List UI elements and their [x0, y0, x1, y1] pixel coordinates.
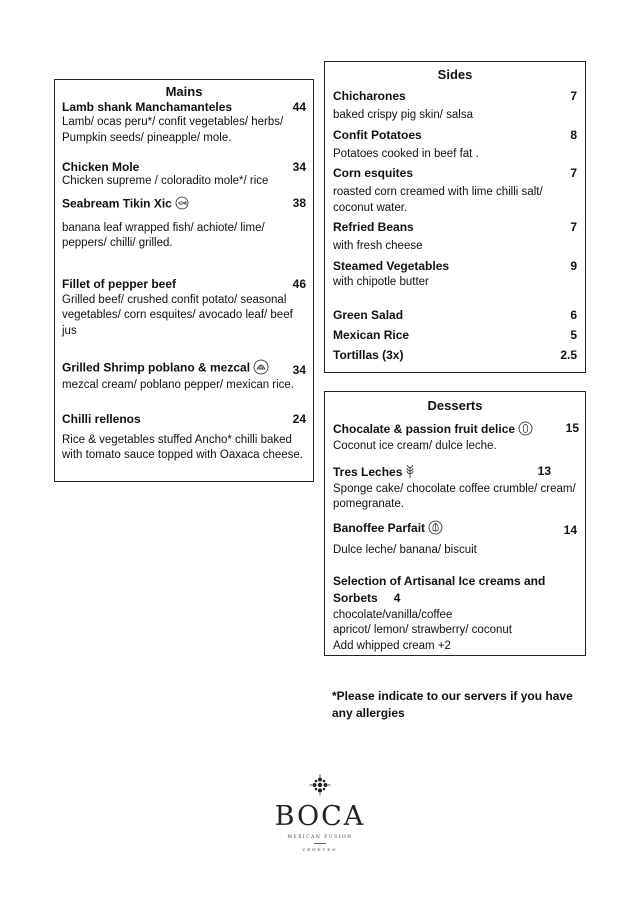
- item-description: chocolate/vanilla/coffee: [333, 608, 453, 621]
- item-description: mezcal cream/ poblano pepper/ mexican rice.: [62, 379, 295, 392]
- logo-location: VENETEN: [302, 847, 338, 852]
- menu-item: [333, 166, 577, 216]
- menu-item: [333, 308, 577, 322]
- menu-item: [333, 520, 577, 559]
- shellfish-icon: [253, 359, 269, 378]
- item-name: Tortillas (3x): [333, 348, 404, 363]
- wheat-icon: [405, 464, 415, 482]
- item-name: Grilled Shrimp poblano & mezcal: [62, 360, 251, 375]
- item-price: 24: [292, 411, 306, 426]
- item-description: Potatoes cooked in beef fat .: [333, 147, 479, 160]
- item-name: Green Salad: [333, 308, 404, 323]
- item-description: with chipotle butter: [333, 275, 429, 288]
- allergy-note: *Please indicate to our servers if you have any allergies: [332, 689, 573, 721]
- peanut-icon: [518, 421, 533, 439]
- item-description: roasted corn creamed with lime chilli salt/ coconut water.: [333, 186, 543, 214]
- item-name: Refried Beans: [333, 220, 414, 235]
- menu-item: [333, 328, 577, 342]
- item-name: Lamb shank Manchamanteles: [62, 100, 233, 114]
- item-description: Add whipped cream +2: [333, 639, 451, 652]
- item-description: Dulce leche/ banana/ biscuit: [333, 543, 477, 556]
- item-price: 38: [292, 195, 306, 210]
- item-description: banana leaf wrapped fish/ achiote/ lime/ peppers/ chilli/ grilled.: [62, 221, 265, 250]
- menu-item: [333, 421, 577, 455]
- item-price: 7: [570, 166, 577, 181]
- nut-icon: [428, 520, 443, 538]
- item-name: Tres Leches: [333, 464, 403, 479]
- item-price: 13: [537, 463, 551, 478]
- menu-item: [333, 220, 577, 255]
- item-price: 8: [570, 127, 577, 142]
- mains-section: [54, 79, 314, 482]
- item-price: 14: [563, 522, 577, 537]
- menu-item: [62, 100, 306, 146]
- item-price: 7: [570, 89, 577, 103]
- menu-item: [62, 359, 306, 394]
- item-price: 44: [292, 100, 306, 114]
- item-description: Chicken supreme / coloradito mole*/ rice: [62, 175, 269, 188]
- item-name: Mexican Rice: [333, 328, 410, 343]
- fish-icon: [175, 196, 189, 213]
- desserts-title: Desserts: [427, 398, 483, 413]
- menu-item: [333, 464, 577, 513]
- item-price: 46: [292, 276, 306, 291]
- menu-item: [333, 573, 577, 654]
- item-price: 34: [292, 160, 306, 175]
- sides-section: [324, 61, 586, 373]
- item-name: Chicken Mole: [62, 160, 140, 175]
- item-name: Banoffee Parfait: [333, 520, 426, 535]
- item-name: Chilli rellenos: [62, 411, 141, 426]
- menu-item: [333, 348, 577, 362]
- item-description: apricot/ lemon/ strawberry/ coconut: [333, 624, 512, 637]
- logo-tagline: MEXICAN FUSION: [287, 835, 353, 840]
- item-price: 4: [393, 591, 401, 606]
- item-price: 6: [570, 308, 577, 323]
- menu-item: [62, 277, 306, 340]
- item-name: Steamed Vegetables: [333, 258, 450, 273]
- item-name: Corn esquites: [333, 166, 414, 181]
- item-description: Coconut ice cream/ dulce leche.: [333, 440, 497, 452]
- menu-item: [333, 259, 577, 291]
- item-price: 7: [570, 220, 577, 235]
- item-name: Chocalate & passion fruit delice: [333, 422, 516, 437]
- mains-title: Mains: [165, 84, 203, 99]
- item-name-text: Selection of Artisanal Ice creams and Sorbets: [333, 574, 546, 606]
- item-description: Sponge cake/ chocolate coffee crumble/ cream/ pomegranate.: [333, 482, 576, 511]
- item-description: Lamb/ ocas peru*/ confit vegetables/ herbs/ Pumpkin seeds/ pineapple/ mole.: [62, 116, 284, 144]
- menu-item: [333, 128, 577, 163]
- item-name: Fillet of pepper beef: [62, 276, 177, 291]
- item-price: 34: [292, 363, 306, 378]
- logo-divider: [314, 843, 326, 844]
- menu-item: [333, 89, 577, 124]
- menu-item: [62, 160, 306, 190]
- item-description: Rice & vegetables stuffed Ancho* chilli baked with tomato sauce topped with Oaxaca cheese.: [62, 433, 304, 462]
- item-description: with fresh cheese: [333, 240, 423, 253]
- menu-item: [62, 196, 306, 252]
- item-price: 9: [570, 258, 577, 273]
- menu-item: [62, 412, 306, 464]
- item-price: 15: [565, 421, 579, 435]
- item-price: 5: [570, 328, 577, 343]
- item-name: Seabream Tikin Xic: [62, 196, 172, 211]
- logo-wordmark: BOCA: [274, 801, 366, 832]
- sides-title: Sides: [437, 67, 473, 82]
- item-name: Chicharones: [333, 89, 406, 103]
- desserts-section: [324, 391, 586, 656]
- item-price: 2.5: [560, 348, 577, 363]
- boca-logo: [270, 774, 370, 864]
- item-description: Grilled beef/ crushed confit potato/ seasonal vegetables/ corn esquites/ avocado leaf/ beef jus: [62, 293, 293, 337]
- flower-ornament-icon: [309, 783, 331, 800]
- item-description: baked crispy pig skin/ salsa: [333, 109, 473, 121]
- item-name: Confit Potatoes: [333, 127, 422, 142]
- item-name: [333, 573, 558, 608]
